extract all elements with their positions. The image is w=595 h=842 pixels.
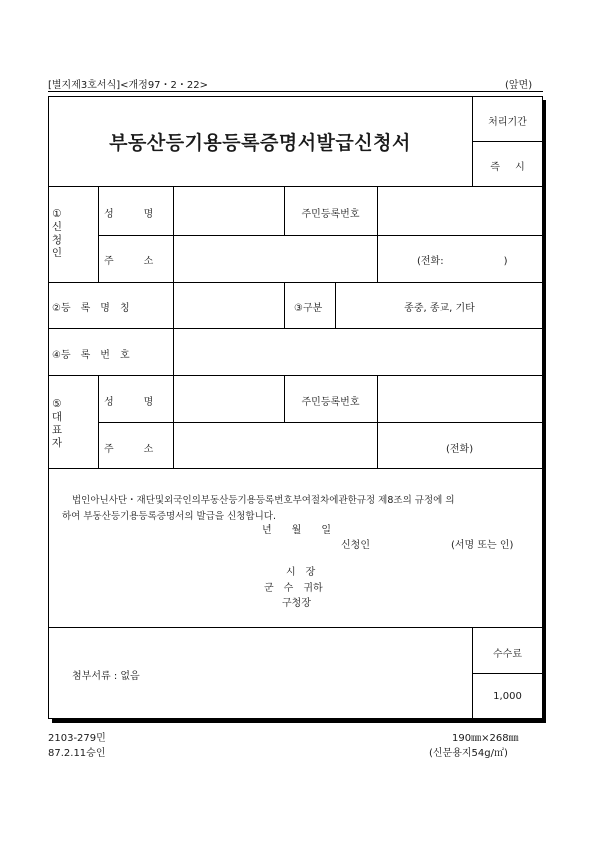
representative-phone: (전화) [446, 444, 474, 455]
col-divider [472, 627, 473, 719]
processing-period-label: 처리기간 [488, 117, 527, 128]
applicant-name-label: 성 명 [104, 209, 154, 220]
representative-name-label: 성 명 [104, 397, 154, 408]
col-divider [173, 186, 174, 468]
footer-paper: (신문용지54g/㎡) [429, 748, 508, 759]
col-divider [98, 375, 99, 468]
row-divider [98, 422, 543, 423]
form-title: 부동산등기용등록증명서발급신청서 [109, 132, 411, 154]
col-divider [377, 186, 378, 282]
applicant-section-label: ① 신 청 인 [51, 208, 63, 259]
footer-code: 2103-279민 [48, 733, 106, 744]
registration-number-label: ④등 록 번 호 [52, 350, 130, 361]
footer-approval: 87.2.11승인 [48, 748, 106, 759]
applicant-phone: (전화: ) [417, 256, 508, 267]
statement-applicant-label: 신청인 [341, 540, 370, 551]
col-divider [284, 282, 285, 328]
processing-period-value: 즉 시 [490, 162, 525, 173]
row-divider [98, 235, 543, 236]
applicant-address-label: 주 소 [104, 256, 154, 267]
processing-divider [472, 141, 543, 142]
fee-label: 수수료 [493, 649, 522, 660]
statement-date: 년 월 일 [262, 525, 331, 536]
page-side-label: (앞면) [505, 80, 533, 91]
attachments-label: 첨부서류 : 없음 [72, 671, 140, 682]
statement-line-1: 법인아닌사단・재단및외국인의부동산등기용등록번호부여절차에관한규정 제8조의 규정에 의 [72, 495, 455, 506]
fee-value: 1,000 [493, 691, 522, 702]
applicant-id-label: 주민등록번호 [301, 209, 360, 220]
row-divider [48, 186, 543, 187]
addressee-district: 구청장 [282, 598, 311, 609]
statement-line-2: 하여 부동산등기용등록증명서의 발급을 신청합니다. [62, 511, 276, 522]
col-divider [377, 375, 378, 468]
category-value: 종중, 종교, 기타 [404, 303, 475, 314]
row-divider [48, 627, 543, 628]
fee-divider [472, 673, 543, 674]
addressee-mayor: 시 장 [286, 567, 316, 578]
representative-id-label: 주민등록번호 [301, 397, 360, 408]
row-divider [48, 328, 543, 329]
representative-address-label: 주 소 [104, 444, 154, 455]
row-divider [48, 282, 543, 283]
category-label: ③구분 [294, 303, 323, 314]
registration-name-label: ②등 록 명 칭 [52, 303, 130, 314]
col-divider [98, 186, 99, 282]
form-number: [별지제3호서식]<개정97・2・22> [48, 80, 209, 91]
footer-size: 190㎜×268㎜ [452, 733, 519, 744]
row-divider [48, 375, 543, 376]
statement-sign-label: (서명 또는 인) [451, 540, 514, 551]
header-rule [48, 91, 543, 92]
addressee-county: 군 수 귀하 [264, 583, 323, 594]
representative-section-label: ⑤ 대 표 자 [51, 398, 63, 449]
row-divider [48, 468, 543, 469]
